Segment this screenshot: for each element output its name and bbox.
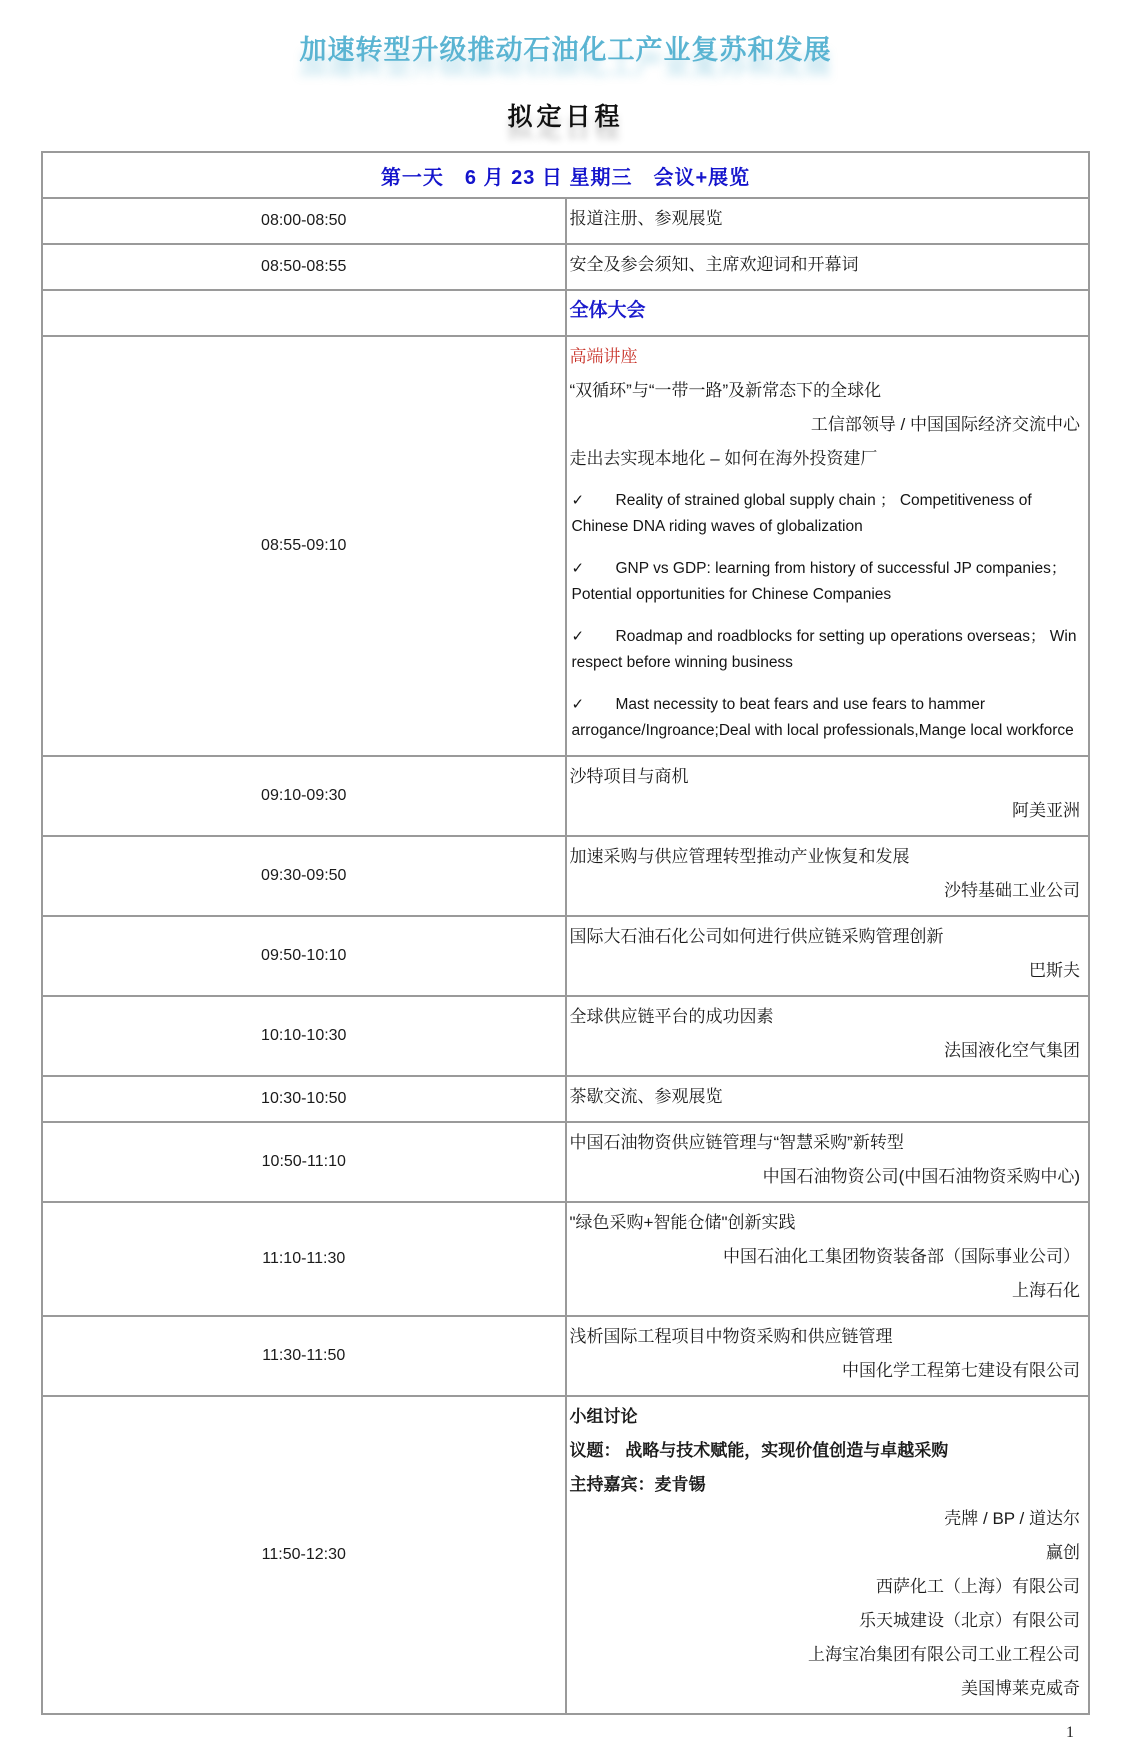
speaker-line: 法国液化空气集团 [944,1041,1080,1060]
session-cell [566,336,1090,756]
time-cell: 08:55-09:10 [42,336,566,756]
speaker-line: 中国石油物资公司(中国石油物资采购中心) [762,1167,1080,1186]
time-cell: 08:50-08:55 [42,244,566,290]
checkmark-icon: ✓ [571,560,585,577]
speaker-line: 中国化学工程第七建设有限公司 [842,1361,1080,1380]
agenda-row [42,916,1089,996]
time-cell: 09:50-10:10 [42,916,566,996]
session-line: "绿色采购+智能仓储"创新实践 [569,1213,796,1232]
time-cell [42,290,566,336]
session-line: 浅析国际工程项目中物资采购和供应链管理 [569,1327,893,1346]
session-cell [566,1316,1090,1396]
session-cell [566,836,1090,916]
session-line: 主持嘉宾：麦肯锡 [569,1475,706,1494]
session-cell [566,198,1090,244]
bullet-point [570,624,1081,676]
agenda-row [42,336,1089,756]
agenda-row [42,1316,1089,1396]
page-subtitle: 拟定日程 [507,103,624,131]
bullet-text: Mast necessity to beat fears and use fears to hammer arrogance/Ingroance;Deal with local professionals,Mange local workforce [571,696,1074,739]
agenda-row [42,756,1089,836]
agenda-row [42,1396,1089,1714]
agenda-row [42,290,1089,336]
time-cell: 09:10-09:30 [42,756,566,836]
checkmark-icon: ✓ [571,628,585,645]
session-line: 全球供应链平台的成功因素 [569,1007,774,1026]
session-line: 沙特项目与商机 [569,767,689,786]
speaker-line: 沙特基础工业公司 [944,881,1080,900]
session-line: 走出去实现本地化 – 如何在海外投资建厂 [569,449,878,468]
time-cell: 11:30-11:50 [42,1316,566,1396]
agenda-row [42,1076,1089,1122]
agenda-table [41,151,1090,1715]
speaker-line: 巴斯夫 [1029,961,1080,980]
speaker-line: 乐天城建设（北京）有限公司 [859,1611,1080,1630]
session-line: 国际大石油石化公司如何进行供应链采购管理创新 [569,927,944,946]
speaker-line: 上海宝冶集团有限公司工业工程公司 [808,1645,1080,1664]
day-header: 第一天 6 月 23 日 星期三 会议+展览 [42,152,1089,198]
checkmark-icon: ✓ [571,492,585,509]
session-line: 安全及参会须知、主席欢迎词和开幕词 [569,255,859,274]
speaker-line: 赢创 [1046,1543,1080,1562]
bullet-text: Reality of strained global supply chain ； Competitiveness of Chinese DNA riding waves of globalization [571,492,1032,535]
agenda-row [42,836,1089,916]
session-cell [566,290,1090,336]
agenda-row [42,996,1089,1076]
session-cell [566,756,1090,836]
session-line: “双循环”与“一带一路”及新常态下的全球化 [569,381,882,400]
bullet-point [570,692,1081,744]
document-page [0,28,1131,1742]
speaker-line: 阿美亚洲 [1012,801,1080,820]
bullet-text: Roadmap and roadblocks for setting up operations overseas； Win respect before winning business [571,628,1077,671]
session-cell [566,1396,1090,1714]
session-line: 茶歇交流、参观展览 [569,1087,723,1106]
checkmark-icon: ✓ [571,696,585,713]
day-header-row [42,152,1089,198]
speaker-line: 壳牌 / BP / 道达尔 [944,1509,1080,1528]
speaker-line: 工信部领导 / 中国国际经济交流中心 [810,415,1080,434]
speaker-line: 中国石油化工集团物资装备部（国际事业公司） [723,1247,1080,1266]
speaker-line: 美国博莱克威奇 [961,1679,1080,1698]
session-line: 报道注册、参观展览 [569,209,723,228]
time-cell: 10:50-11:10 [42,1122,566,1202]
bullet-point [570,488,1081,540]
session-cell [566,1122,1090,1202]
session-cell [566,996,1090,1076]
session-cell [566,916,1090,996]
bullet-text: GNP vs GDP: learning from history of successful JP companies； Potential opportunities for Chinese Companies [571,560,1067,603]
agenda-row [42,244,1089,290]
session-cell [566,1202,1090,1316]
session-cell [566,244,1090,290]
time-cell: 11:10-11:30 [42,1202,566,1316]
time-cell: 08:00-08:50 [42,198,566,244]
session-line: 全体大会 [569,300,646,321]
session-cell [566,1076,1090,1122]
agenda-row [42,198,1089,244]
speaker-line: 上海石化 [1012,1281,1080,1300]
time-cell: 10:10-10:30 [42,996,566,1076]
session-line: 小组讨论 [569,1407,638,1426]
session-line: 中国石油物资供应链管理与“智慧采购”新转型 [569,1133,904,1152]
agenda-row [42,1122,1089,1202]
time-cell: 09:30-09:50 [42,836,566,916]
speaker-line: 西萨化工（上海）有限公司 [876,1577,1080,1596]
agenda-row [42,1202,1089,1316]
page-number: 1 [1066,1724,1074,1741]
page-title: 加速转型升级推动石油化工产业复苏和发展 [299,35,832,65]
time-cell: 11:50-12:30 [42,1396,566,1714]
bullet-point [570,556,1081,608]
session-line: 高端讲座 [569,347,638,366]
session-line: 加速采购与供应管理转型推动产业恢复和发展 [569,847,910,866]
session-line: 议题： 战略与技术赋能，实现价值创造与卓越采购 [569,1441,949,1460]
time-cell: 10:30-10:50 [42,1076,566,1122]
